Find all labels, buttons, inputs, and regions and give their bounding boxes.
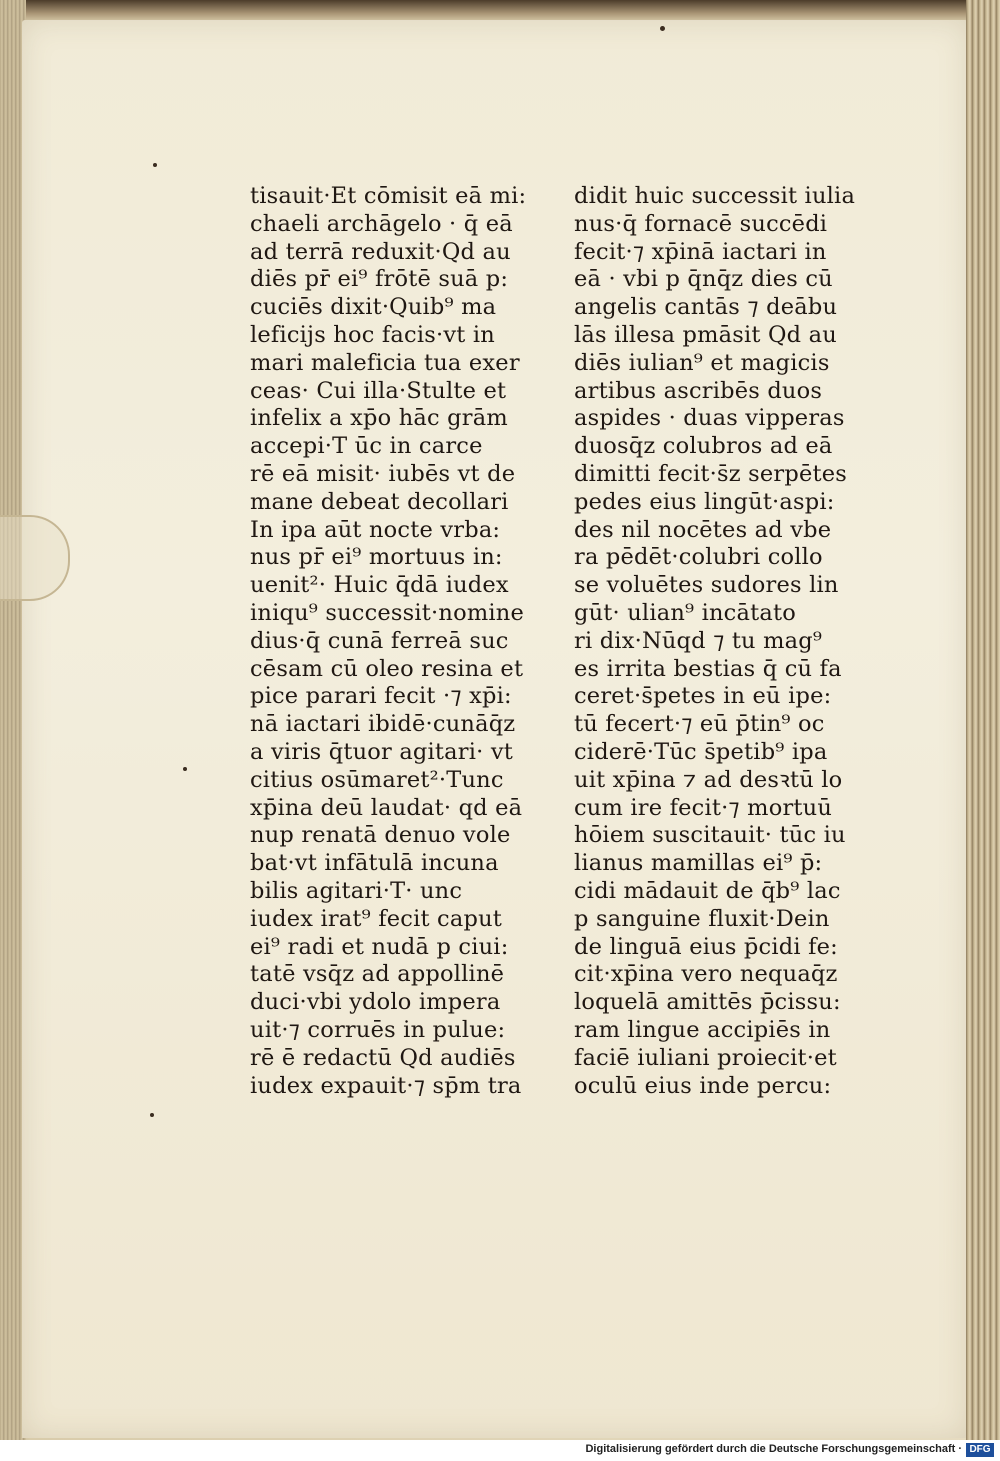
text-line: nup renatā denuo vole [250, 822, 511, 849]
text-line: iniqu⁹ successit·nomine [250, 599, 524, 626]
text-line: duci·vbi ydolo impera [250, 989, 501, 1016]
text-line: fecit·⁊ xp̄inā iactari in [574, 238, 827, 265]
text-line: a viris q̄tuor agitari· vt [250, 738, 513, 765]
text-line: nā iactari ibidē·cunāq̄z [250, 711, 516, 738]
text-line: tisauit·Et cōmisit eā mi: [250, 183, 527, 209]
text-line: nus·q̄ fornacē succēdi [574, 210, 828, 237]
text-line: cēsam cū oleo resina et [250, 655, 524, 682]
text-line: nus pr̄ ei⁹ mortuus in: [250, 544, 503, 571]
text-line: se voluētes sudores lin [574, 572, 839, 599]
text-line: In ipa aūt nocte vrba: [250, 516, 501, 543]
text-line: iudex irat⁹ fecit caput [250, 905, 503, 932]
text-line: infelix a xp̄o hāc grām [250, 405, 508, 432]
text-line: xp̄ina deū laudat· qd eā [250, 794, 523, 821]
dfg-logo: DFG [966, 1443, 994, 1457]
text-line: aspides · duas vipperas [574, 405, 845, 432]
ink-spot [150, 1113, 154, 1117]
text-line: hōiem suscitauit· tūc iu [574, 822, 846, 849]
text-line: tatē vsq̄z ad appollinē [250, 961, 505, 988]
text-line: pice parari fecit ·⁊ xp̄i: [250, 683, 512, 710]
book-top-edge [0, 0, 1000, 22]
text-line: bat·vt infātulā incuna [250, 850, 499, 877]
text-line: pedes eius lingūt·aspi: [574, 488, 835, 515]
text-line: des nil nocētes ad vbe [574, 516, 832, 543]
text-line: didit huic successit iulia [574, 183, 856, 209]
text-line: p sanguine fluxit·Dein [574, 905, 830, 932]
text-line: es irrita bestias q̄ cū fa [574, 655, 842, 682]
text-line: ceret·s̄petes in eū ipe: [574, 683, 832, 710]
text-line: chaeli archāgelo · q̄ eā [250, 210, 513, 237]
text-line: tū fecert·⁊ eū p̄tin⁹ oc [574, 711, 825, 738]
text-line: dimitti fecit·s̄z serpētes [574, 460, 847, 487]
ink-spot [660, 26, 665, 31]
text-line: rē eā misit· iubēs vt de [250, 460, 516, 487]
text-line: loquelā amittēs p̄cissu: [574, 989, 841, 1016]
text-line: uenit²· Huic q̄dā iudex [250, 572, 509, 599]
text-line: cuciēs dixit·Quib⁹ ma [250, 294, 497, 321]
book-right-edge [966, 0, 1000, 1440]
text-line: bilis agitari·T· unc [250, 877, 463, 904]
text-line: dius·q̄ cunā ferreā suc [250, 627, 509, 654]
text-line: ciderē·Tūc s̄petib⁹ ipa [574, 738, 828, 765]
text-column-left [250, 183, 526, 1100]
text-line: ad terrā reduxit·Qd au [250, 238, 511, 265]
ink-spot [183, 767, 187, 771]
text-line: lianus mamillas ei⁹ p̄: [574, 850, 823, 877]
text-line: cum ire fecit·⁊ mortuū [574, 794, 833, 821]
text-line: diēs pr̄ ei⁹ frōtē suā p: [250, 266, 509, 293]
text-line: mari maleficia tua exer [250, 349, 520, 376]
text-line: angelis cantās ⁊ deābu [574, 294, 838, 321]
text-line: cidi mādauit de q̄b⁹ lac [574, 877, 841, 904]
text-line: lās illesa pmāsit Qd au [574, 321, 837, 348]
text-line: ceas· Cui illa·Stulte et [250, 377, 507, 404]
text-column-right [574, 183, 855, 1100]
text-line: ri dix·Nūqd ⁊ tu mag⁹ [574, 627, 823, 654]
text-line: duosq̄z colubros ad eā [574, 433, 833, 460]
text-line: accepi·T ūc in carce [250, 433, 483, 460]
text-line: citius osūmaret²·Tunc [250, 766, 504, 793]
text-line: eā · vbi p q̄nq̄z dies cū [574, 266, 833, 293]
text-line: de linguā eius p̄cidi fe: [574, 933, 838, 960]
text-line: mane debeat decollari [250, 488, 509, 515]
text-line: artibus ascribēs duos [574, 377, 823, 404]
text-line: leficijs hoc facis·vt in [250, 321, 495, 348]
text-line: oculū eius inde percu: [574, 1072, 832, 1099]
ink-spot [153, 163, 157, 167]
text-line: diēs iulian⁹ et magicis [574, 349, 830, 376]
text-line: rē ē redactū Qd audiēs [250, 1044, 516, 1071]
text-line: faciē iuliani proiecit·et [574, 1044, 837, 1071]
text-line: gūt· ulian⁹ incātato [574, 599, 796, 626]
text-line: cit·xp̄ina vero nequaq̄z [574, 961, 838, 988]
text-line: ei⁹ radi et nudā p ciui: [250, 933, 509, 960]
text-line: ram lingue accipiēs in [574, 1016, 831, 1043]
text-line: uit·⁊ corruēs in pulue: [250, 1016, 506, 1043]
text-line: iudex expauit·⁊ sp̄m tra [250, 1072, 522, 1099]
text-line: uit xp̄ina ⁊ ad desꝛtū lo [574, 766, 843, 793]
footer-bar [0, 1440, 1000, 1461]
funding-credit: Digitalisierung gefördert durch die Deutsche Forschungsgemeinschaft · [585, 1443, 962, 1455]
text-line: ra pēdēt·colubri collo [574, 544, 823, 571]
